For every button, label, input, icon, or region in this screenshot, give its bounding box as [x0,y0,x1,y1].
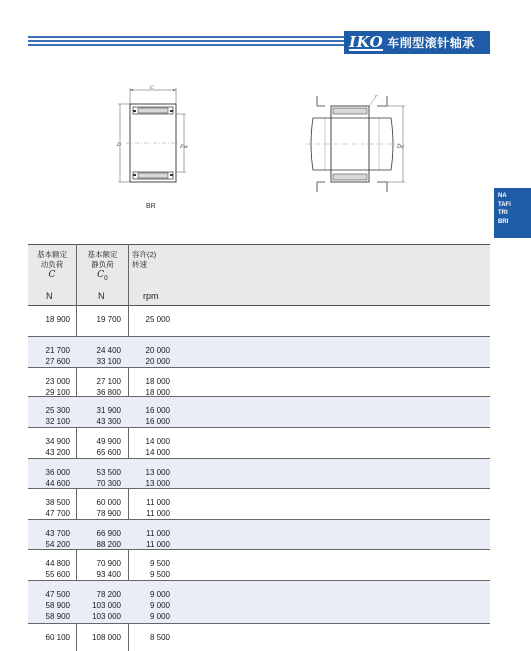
header-speed: 容许(2) 转速 [132,250,157,269]
table-row [28,314,490,325]
static-load-value: 103 000 [92,612,121,621]
static-load-value: 78 900 [96,509,121,518]
dynamic-load-value: 21 700 [45,346,70,355]
table-row [28,478,490,489]
iko-logo: IKO [349,32,384,51]
static-load-value: 93 400 [96,570,121,579]
dynamic-load-value: 25 300 [45,406,70,415]
table-row [28,589,490,600]
speed-value: 25 000 [145,315,170,324]
dim-r-label: r [375,94,378,100]
speed-value: 18 000 [145,388,170,397]
dynamic-load-value: 36 000 [45,468,70,477]
speed-value: 11 000 [146,540,170,549]
table-row [28,611,490,622]
static-load-value: 33 100 [96,357,121,366]
row-group [28,581,490,624]
speed-value: 16 000 [145,417,170,426]
speed-value: 14 000 [145,437,170,446]
dim-fw-label: Fw [180,144,188,150]
speed-value: 13 000 [145,468,170,477]
static-load-value: 78 200 [96,590,121,599]
speed-value: 9 000 [149,612,170,621]
side-tab-line: BRI [498,218,509,225]
speed-value: 20 000 [145,357,170,366]
dynamic-load-value: 47 700 [45,509,70,518]
dynamic-load-value: 32 100 [45,417,70,426]
static-load-value: 19 700 [96,315,121,324]
static-load-value: 24 400 [96,346,121,355]
dynamic-load-value: 38 500 [45,498,70,507]
header-rule-lines [28,36,344,50]
static-load-value: 49 900 [96,437,121,446]
dynamic-load-value: 23 000 [45,377,70,386]
speed-value: 11 000 [146,509,170,518]
row-group [28,624,490,651]
drawing-caption: BR [146,203,156,210]
mounting-drawing [305,88,415,198]
static-load-value: 31 900 [96,406,121,415]
table-row [28,508,490,519]
table-row [28,405,490,416]
speed-value: 9 000 [149,601,170,610]
header-static-unit: N [98,291,105,301]
dynamic-load-value: 29 100 [45,388,70,397]
row-group [28,337,490,368]
row-group [28,306,490,337]
dynamic-load-value: 27 600 [45,357,70,366]
static-load-value: 108 000 [92,633,121,642]
static-load-value: 36 800 [96,388,121,397]
row-group [28,368,490,397]
speed-value: 11 000 [146,529,170,538]
table-row [28,528,490,539]
table-row [28,436,490,447]
speed-value: 11 000 [146,498,170,507]
dynamic-load-value: 18 900 [45,315,70,324]
dim-c-label: C [150,85,154,91]
header-dynamic-load: 基本额定 动负荷 C [37,250,67,280]
side-tab-line: TAFI [498,201,511,208]
dynamic-load-value: 44 800 [45,559,70,568]
row-group [28,397,490,428]
static-load-value: 43 300 [96,417,121,426]
dynamic-load-value: 44 600 [45,479,70,488]
table-row [28,376,490,387]
header-band [344,31,490,54]
speed-value: 14 000 [145,448,170,457]
dynamic-load-value: 58 900 [45,601,70,610]
dynamic-load-value: 43 700 [45,529,70,538]
speed-value: 9 500 [149,559,170,568]
table-row [28,356,490,367]
dynamic-load-value: 47 500 [45,590,70,599]
speed-value: 20 000 [145,346,170,355]
table-row [28,600,490,611]
dynamic-load-value: 54 200 [45,540,70,549]
static-load-value: 70 300 [96,479,121,488]
static-load-value: 65 600 [96,448,121,457]
header-speed-unit: rpm [143,291,159,301]
dim-da-label: Da [397,144,404,150]
dynamic-load-value: 34 900 [45,437,70,446]
table-row [28,632,490,643]
table-row [28,497,490,508]
series-side-tab [494,188,531,238]
static-load-value: 103 000 [92,601,121,610]
speed-value: 9 500 [149,570,170,579]
dynamic-load-value: 58 900 [45,612,70,621]
table-row [28,539,490,550]
table-row [28,447,490,458]
row-group [28,550,490,581]
row-group [28,489,490,520]
table-row [28,345,490,356]
dim-d-label: D [117,142,122,148]
side-tab-line: NA [498,193,507,199]
static-load-value: 88 200 [96,540,121,549]
table-row [28,467,490,478]
static-load-value: 66 900 [96,529,121,538]
dynamic-load-value: 60 100 [45,633,70,642]
speed-value: 16 000 [145,406,170,415]
speed-value: 13 000 [145,479,170,488]
static-load-value: 27 100 [96,377,121,386]
speed-value: 18 000 [145,377,170,386]
header-dynamic-unit: N [46,291,53,301]
bearing-section-drawing [108,84,198,194]
static-load-value: 70 900 [96,559,121,568]
side-tab-line: TRI [498,210,508,216]
static-load-value: 53 500 [96,468,121,477]
table-row [28,558,490,569]
speed-value: 8 500 [149,633,170,642]
dynamic-load-value: 43 200 [45,448,70,457]
row-group [28,428,490,459]
table-row [28,569,490,580]
header-static-load: 基本额定 静负荷 $C_0$ [87,250,118,282]
row-group [28,459,490,489]
page-title: 车削型滚针轴承 [387,36,475,50]
table-row [28,416,490,427]
speed-value: 9 000 [149,590,170,599]
dynamic-load-value: 55 600 [45,570,70,579]
row-group [28,520,490,550]
static-load-value: 60 000 [96,498,121,507]
